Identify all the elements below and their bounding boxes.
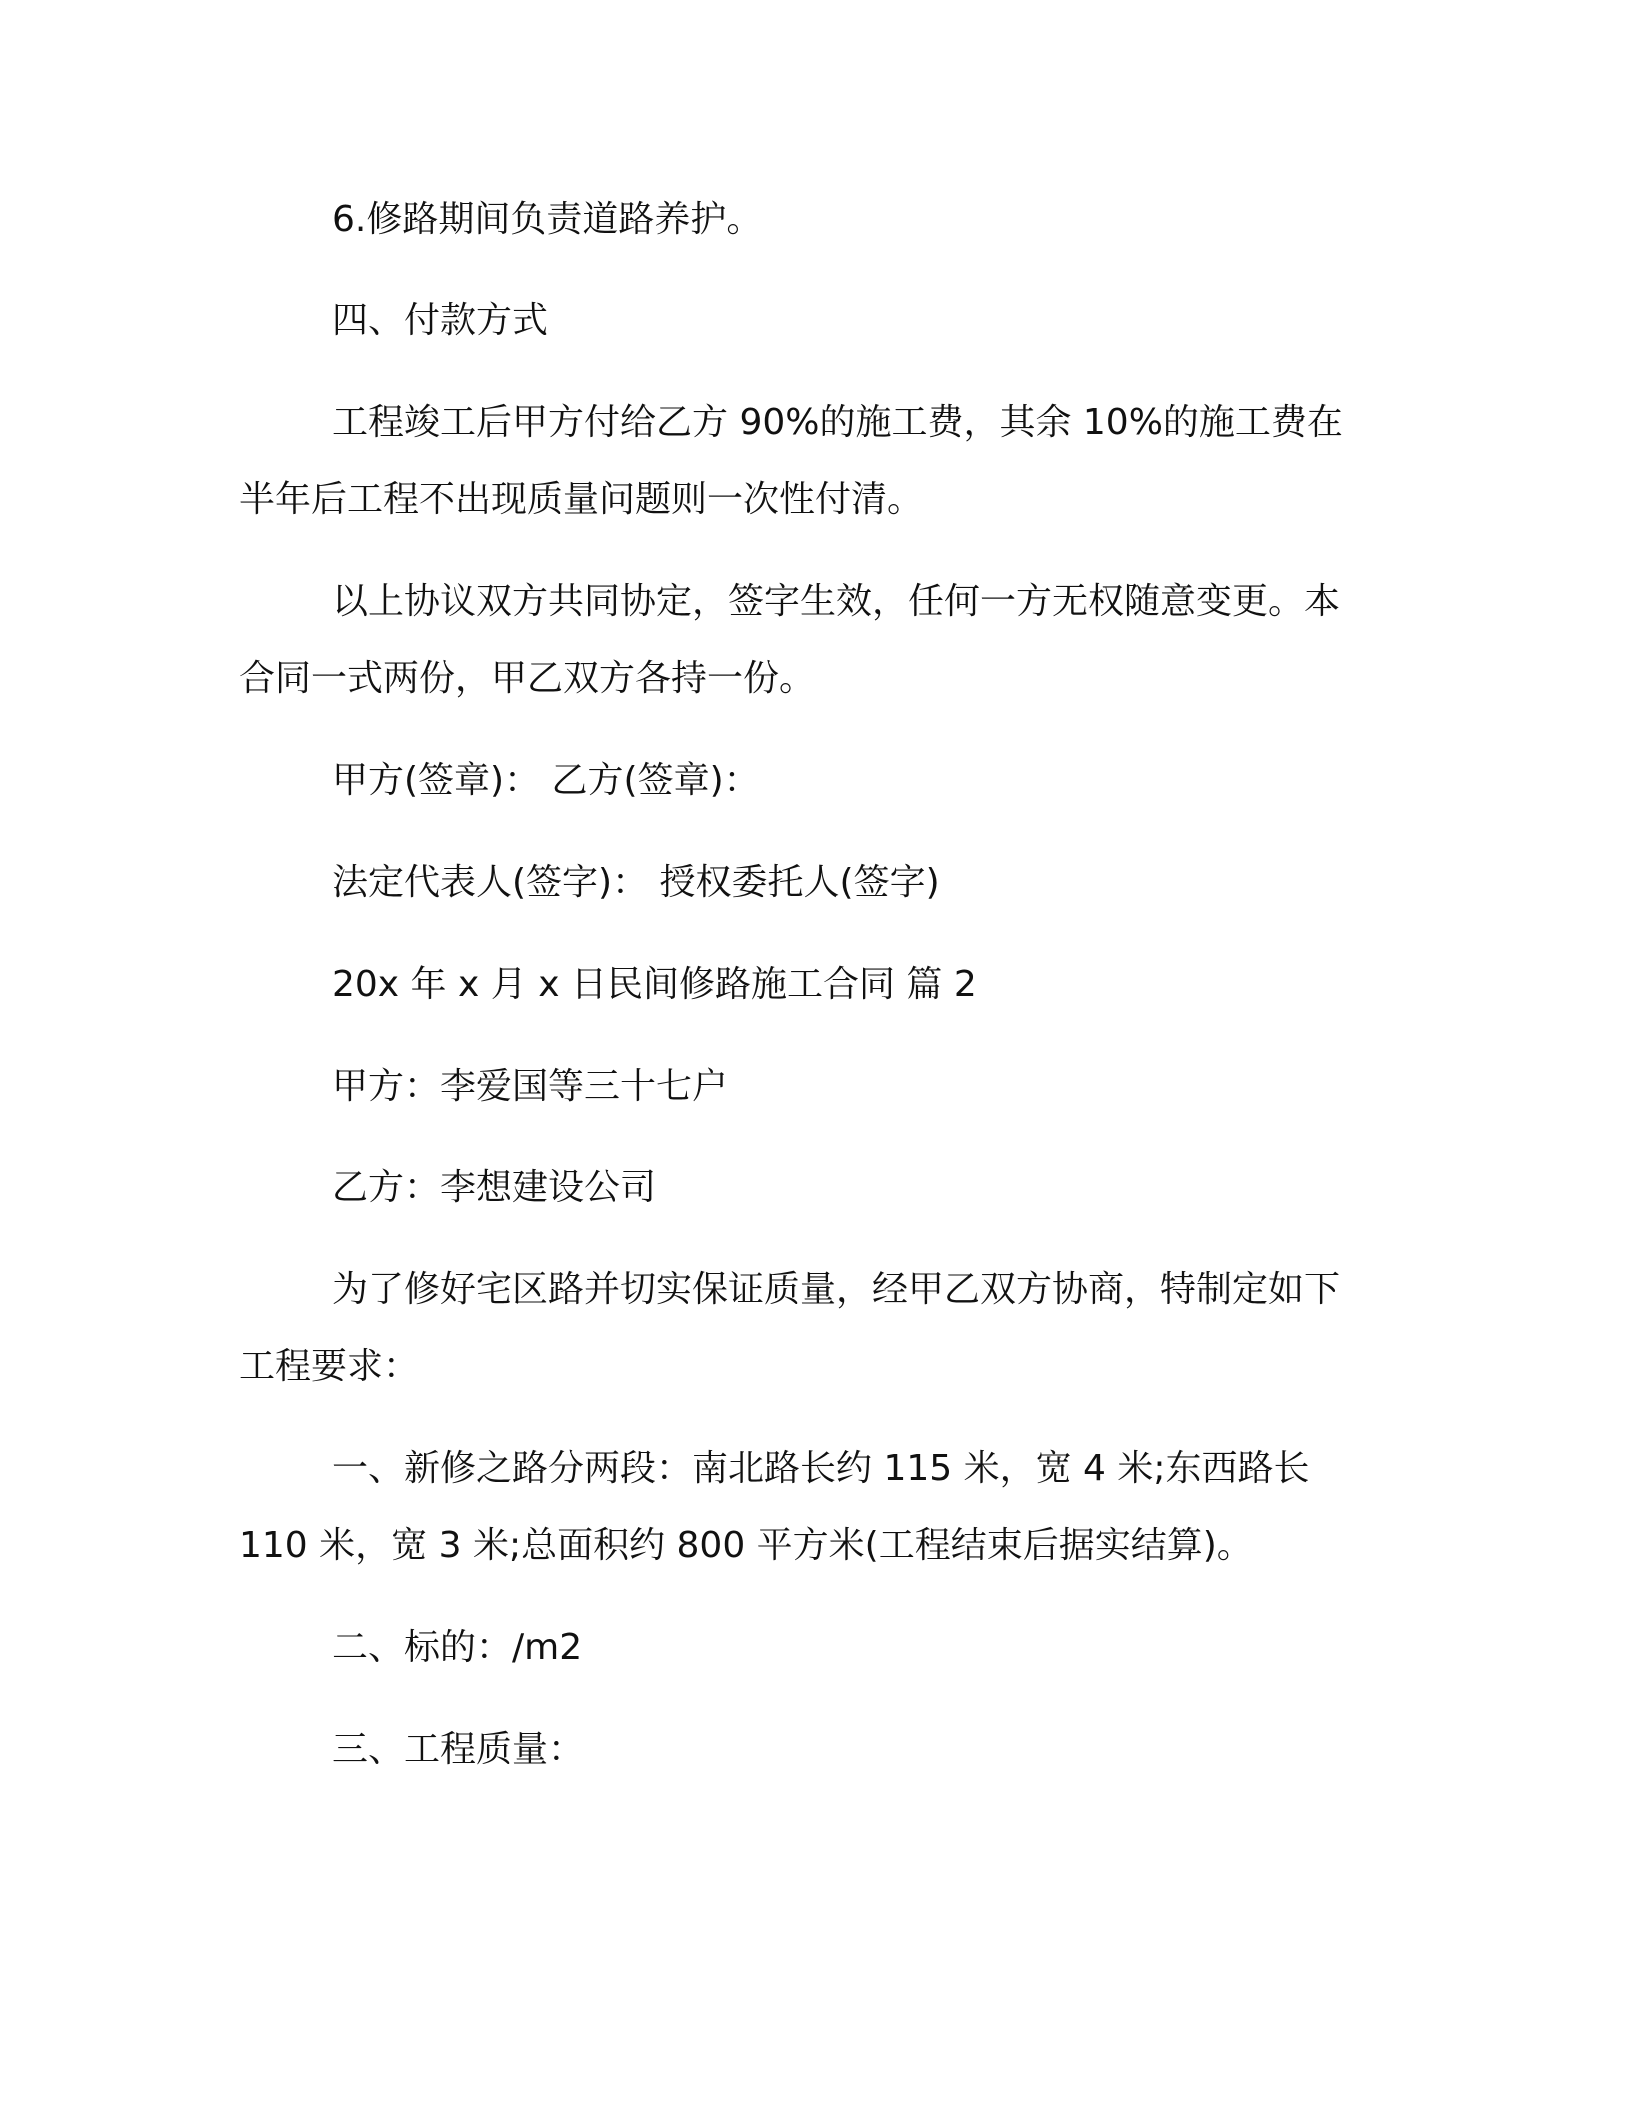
purpose-paragraph-line-1: 为了修好宅区路并切实保证质量，经甲乙双方协商，特制定如下: [332, 1269, 1341, 1310]
section-1-line-1: 一、新修之路分两段：南北路长约 115 米，宽 4 米;东西路长: [332, 1448, 1310, 1489]
payment-paragraph-line-2: 半年后工程不出现质量问题则一次性付清。: [239, 479, 924, 520]
payment-paragraph-line-1: 工程竣工后甲方付给乙方 90%的施工费，其余 10%的施工费在: [332, 402, 1343, 443]
section-2-line: 二、标的：/m2: [332, 1627, 583, 1668]
agreement-paragraph-line-1: 以上协议双方共同协定，签字生效，任何一方无权随意变更。本: [332, 581, 1341, 622]
signature-line-representatives: 法定代表人(签字)： 授权委托人(签字): [332, 862, 940, 903]
section-3-heading: 三、工程质量：: [332, 1729, 585, 1770]
item-6-road-maintenance: 6.修路期间负责道路养护。: [332, 199, 763, 240]
signature-line-parties: 甲方(签章)： 乙方(签章)：: [332, 760, 760, 801]
party-a-line: 甲方：李爱国等三十七户: [332, 1066, 729, 1107]
date-and-title-line: 20x 年 x 月 x 日民间修路施工合同 篇 2: [332, 964, 977, 1005]
agreement-paragraph-line-2: 合同一式两份，甲乙双方各持一份。: [239, 658, 816, 699]
section-4-heading: 四、付款方式: [332, 300, 549, 341]
party-b-line: 乙方：李想建设公司: [332, 1167, 657, 1208]
section-1-line-2: 110 米，宽 3 米;总面积约 800 平方米(工程结束后据实结算)。: [239, 1525, 1253, 1566]
purpose-paragraph-line-2: 工程要求：: [239, 1346, 420, 1387]
